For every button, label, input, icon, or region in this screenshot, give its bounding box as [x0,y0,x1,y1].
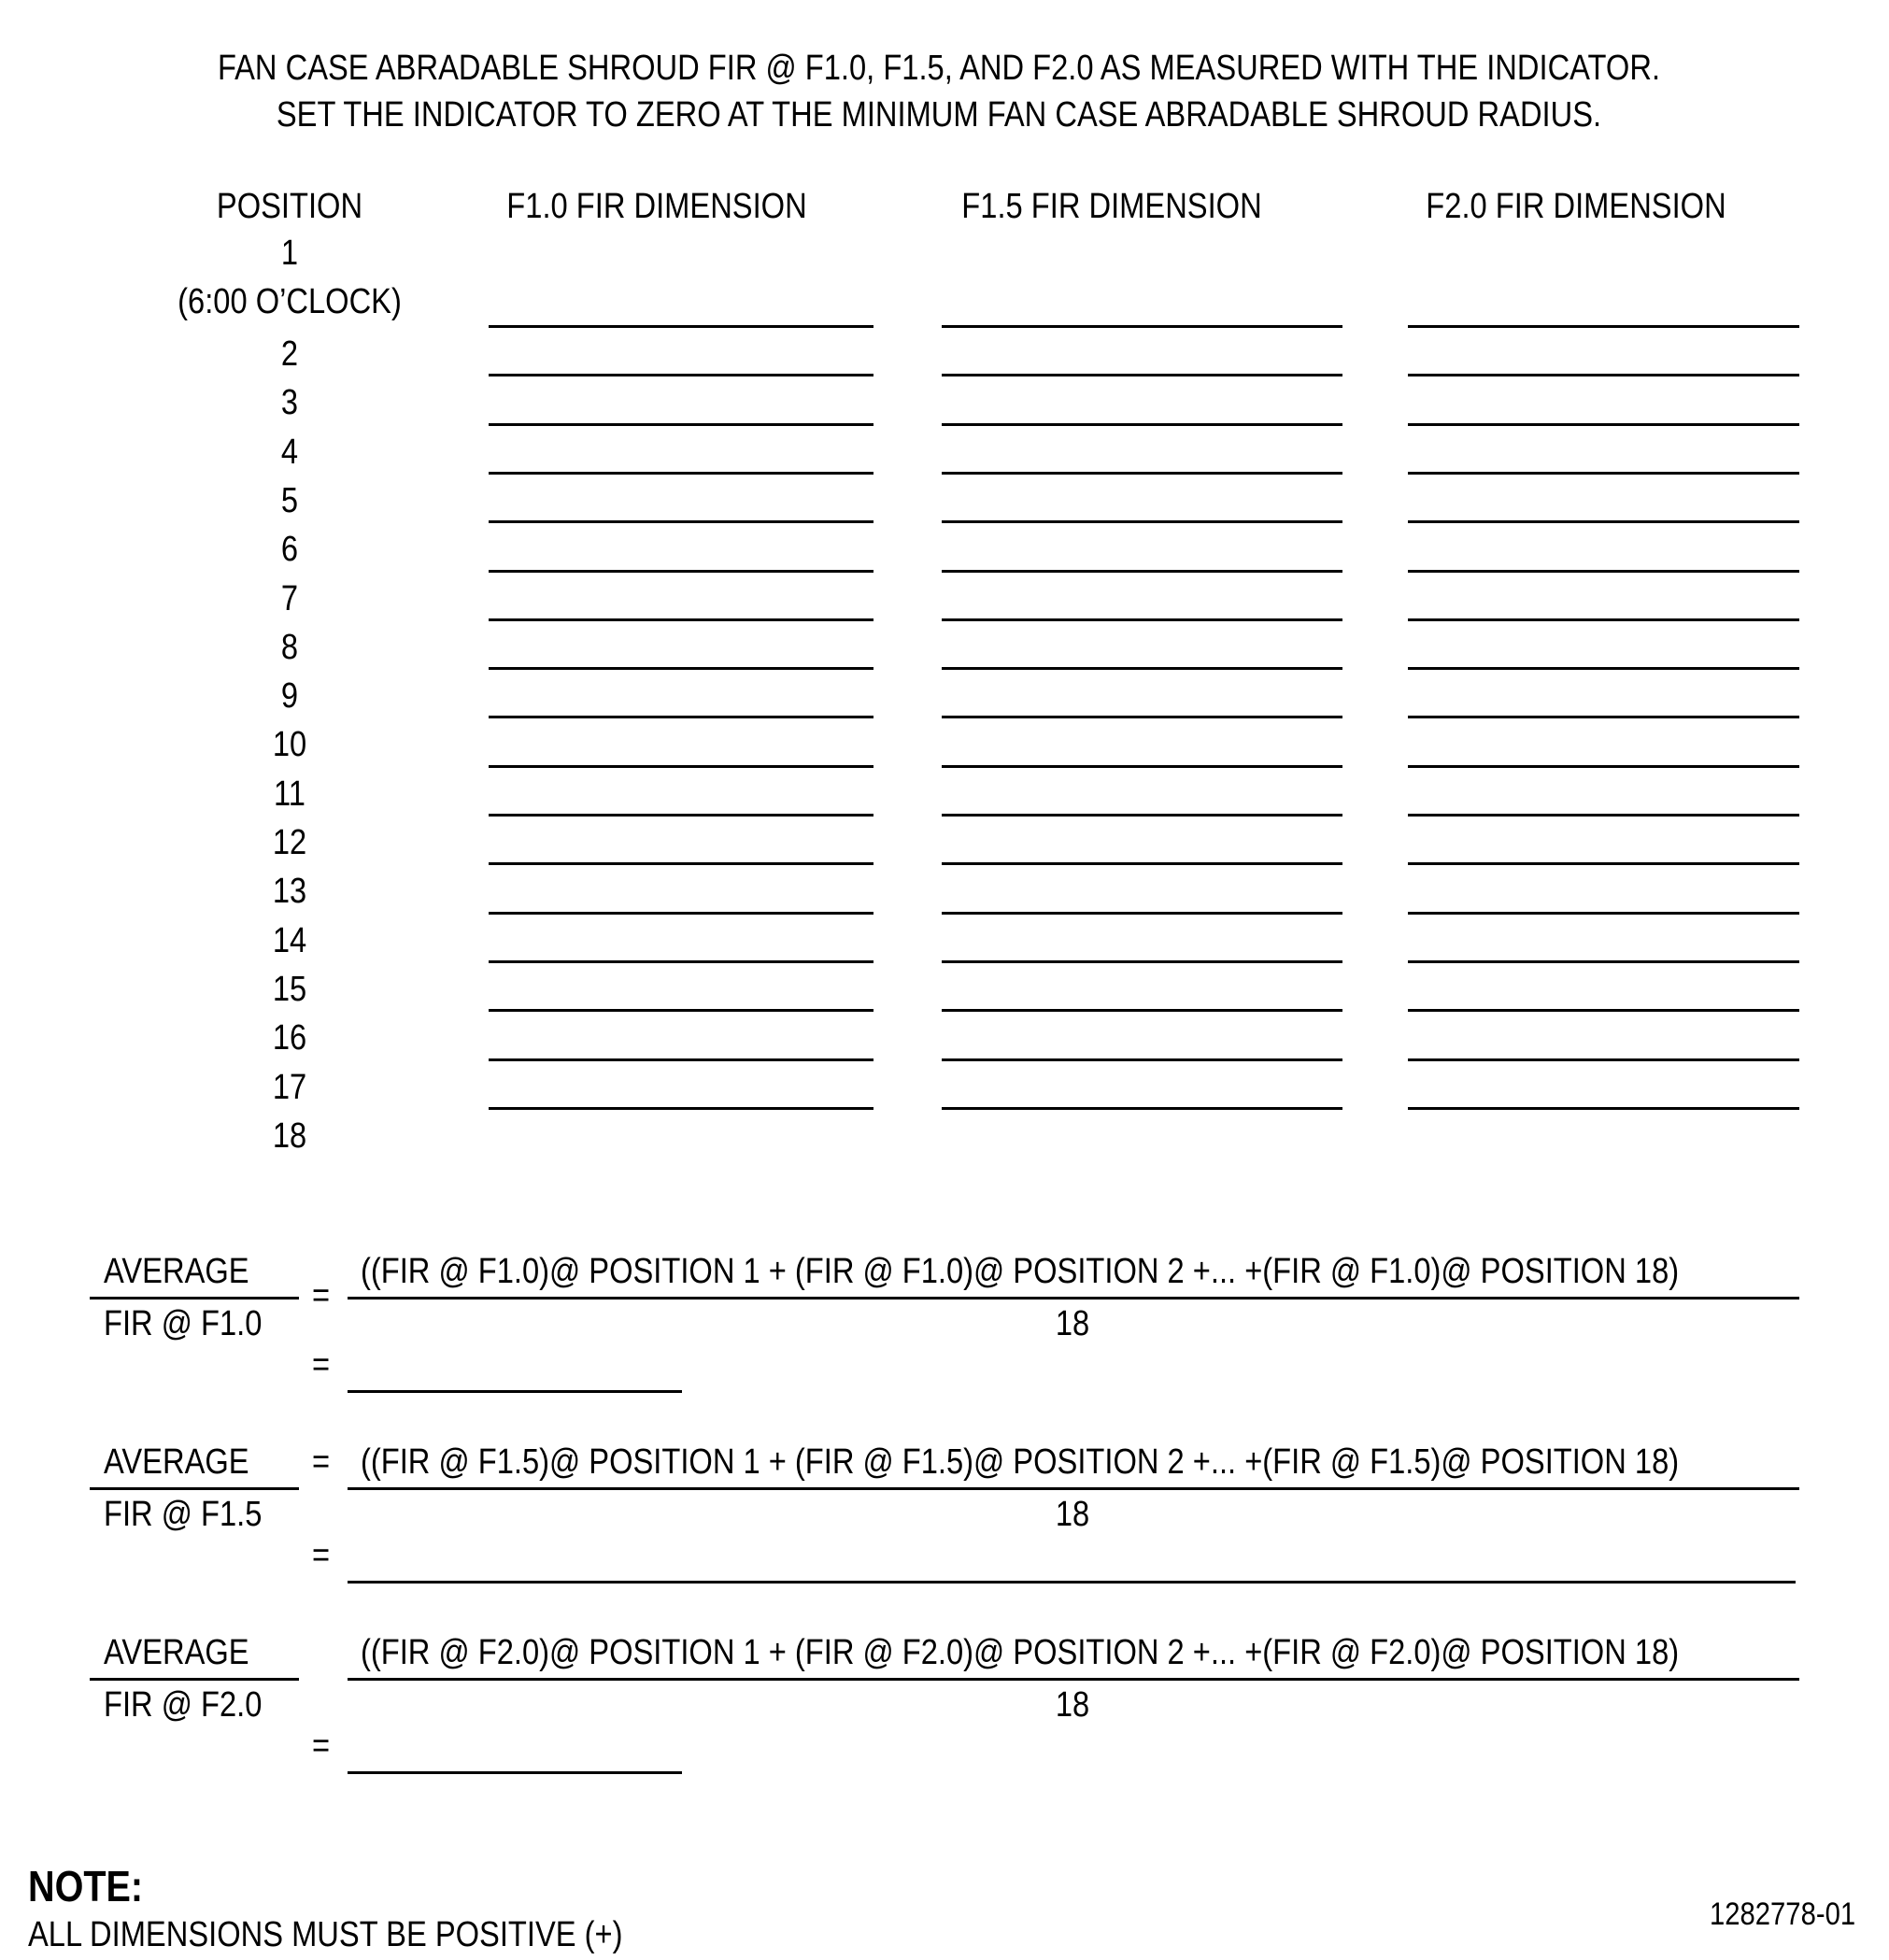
position-label: 17 [272,1067,307,1107]
entry-line-f1-5[interactable] [942,667,1342,670]
position-label: 12 [272,823,307,862]
position-1-note: (6:00 O’CLOCK) [178,282,402,321]
formula-numerator: ((FIR @ F1.5)@ POSITION 1 + (FIR @ F1.5)@ POSITION 2 +... +(FIR @ F1.5)@ POSITION 18) [361,1442,1680,1482]
note-text: ALL DIMENSIONS MUST BE POSITIVE (+) [28,1915,623,1954]
average-label-top: AVERAGE [104,1252,249,1291]
heading-line-2: SET THE INDICATOR TO ZERO AT THE MINIMUM FAN CASE ABRADABLE SHROUD RADIUS. [276,95,1602,135]
position-label: 13 [272,872,307,912]
position-label: 11 [274,774,305,814]
entry-line-f2-0[interactable] [1408,1058,1799,1061]
entry-line-f1-5[interactable] [942,912,1342,915]
average-label-top: AVERAGE [104,1442,249,1482]
entry-line-f2-0[interactable] [1408,765,1799,768]
position-label: 3 [280,383,299,423]
entry-line-f1-0[interactable] [489,716,873,718]
heading-line-1: FAN CASE ABRADABLE SHROUD FIR @ F1.0, F1.5, AND F2.0 AS MEASURED WITH THE INDICATOR. [217,49,1661,88]
entry-line-f2-0[interactable] [1408,423,1799,426]
entry-line-f1-5[interactable] [942,814,1342,817]
result-equals-sign: = [312,1536,331,1575]
entry-line-f1-0[interactable] [489,618,873,621]
position-label: 14 [272,920,307,960]
position-label: 9 [280,676,299,717]
result-entry-line[interactable] [348,1771,682,1774]
column-header-position: POSITION [216,187,363,226]
position-label: 18 [272,1115,307,1156]
average-label-bottom: FIR @ F1.0 [104,1304,263,1343]
entry-line-f2-0[interactable] [1408,618,1799,621]
entry-line-f2-0[interactable] [1408,960,1799,963]
column-header-f2-0: F2.0 FIR DIMENSION [1426,187,1726,226]
entry-line-f1-0[interactable] [489,667,873,670]
position-label: 2 [280,334,299,374]
average-label-divider [90,1297,299,1300]
entry-line-f1-0[interactable] [489,520,873,523]
formula-numerator: ((FIR @ F2.0)@ POSITION 1 + (FIR @ F2.0)@ POSITION 2 +... +(FIR @ F2.0)@ POSITION 18) [361,1633,1680,1672]
average-label-bottom: FIR @ F2.0 [104,1685,263,1725]
entry-line-f2-0[interactable] [1408,862,1799,865]
entry-line-f1-5[interactable] [942,520,1342,523]
position-label: 15 [272,969,307,1009]
entry-line-f2-0[interactable] [1408,716,1799,718]
fraction-bar [348,1678,1799,1681]
entry-line-f1-0[interactable] [489,1009,873,1012]
entry-line-f1-0[interactable] [489,912,873,915]
entry-line-f1-5[interactable] [942,1107,1342,1110]
entry-line-f2-0[interactable] [1408,814,1799,817]
entry-line-f1-0[interactable] [489,862,873,865]
entry-line-f2-0[interactable] [1408,1107,1799,1110]
column-header-f1-5: F1.5 FIR DIMENSION [961,187,1262,226]
formula-denominator: 18 [1055,1304,1090,1343]
fraction-bar [348,1297,1799,1300]
entry-line-f1-5[interactable] [942,1009,1342,1012]
fraction-bar [348,1487,1799,1490]
entry-line-f2-0[interactable] [1408,374,1799,376]
position-label: 7 [280,578,299,618]
average-label-divider [90,1487,299,1490]
entry-line-f2-0[interactable] [1408,1009,1799,1012]
position-label: 16 [272,1018,307,1058]
formula-denominator: 18 [1055,1685,1090,1725]
result-entry-line[interactable] [348,1581,1796,1584]
entry-line-f1-0[interactable] [489,1107,873,1110]
entry-line-f1-5[interactable] [942,716,1342,718]
entry-line-f2-0[interactable] [1408,667,1799,670]
average-label-bottom: FIR @ F1.5 [104,1495,263,1534]
entry-line-f1-5[interactable] [942,570,1342,573]
average-label-divider [90,1678,299,1681]
entry-line-f2-0[interactable] [1408,325,1799,328]
entry-line-f2-0[interactable] [1408,520,1799,523]
entry-line-f1-0[interactable] [489,765,873,768]
entry-line-f1-0[interactable] [489,960,873,963]
result-equals-sign: = [312,1345,331,1385]
entry-line-f1-0[interactable] [489,423,873,426]
entry-line-f1-0[interactable] [489,374,873,376]
entry-line-f1-5[interactable] [942,960,1342,963]
average-label-top: AVERAGE [104,1633,249,1672]
entry-line-f1-5[interactable] [942,325,1342,328]
entry-line-f1-5[interactable] [942,862,1342,865]
position-label: 6 [280,530,299,570]
column-header-f1-0: F1.0 FIR DIMENSION [506,187,807,226]
entry-line-f1-5[interactable] [942,423,1342,426]
equals-sign: = [312,1442,331,1482]
entry-line-f2-0[interactable] [1408,912,1799,915]
entry-line-f1-5[interactable] [942,472,1342,475]
entry-line-f1-5[interactable] [942,765,1342,768]
entry-line-f1-5[interactable] [942,374,1342,376]
entry-line-f1-0[interactable] [489,325,873,328]
formula-denominator: 18 [1055,1495,1090,1534]
entry-line-f1-0[interactable] [489,1058,873,1061]
position-label: 4 [280,432,299,472]
entry-line-f1-0[interactable] [489,570,873,573]
position-label: 1 [280,234,299,273]
formula-numerator: ((FIR @ F1.0)@ POSITION 1 + (FIR @ F1.0)@ POSITION 2 +... +(FIR @ F1.0)@ POSITION 18) [361,1252,1680,1291]
equals-sign: = [312,1276,331,1315]
entry-line-f2-0[interactable] [1408,472,1799,475]
entry-line-f1-5[interactable] [942,1058,1342,1061]
entry-line-f1-0[interactable] [489,472,873,475]
position-label: 8 [280,627,299,667]
position-label: 5 [280,480,299,520]
result-equals-sign: = [312,1726,331,1766]
figure-id: 1282778-01 [1710,1896,1856,1932]
entry-line-f2-0[interactable] [1408,570,1799,573]
entry-line-f1-5[interactable] [942,618,1342,621]
position-label: 10 [272,725,307,765]
entry-line-f1-0[interactable] [489,814,873,817]
note-title: NOTE: [28,1862,144,1910]
result-entry-line[interactable] [348,1390,682,1393]
